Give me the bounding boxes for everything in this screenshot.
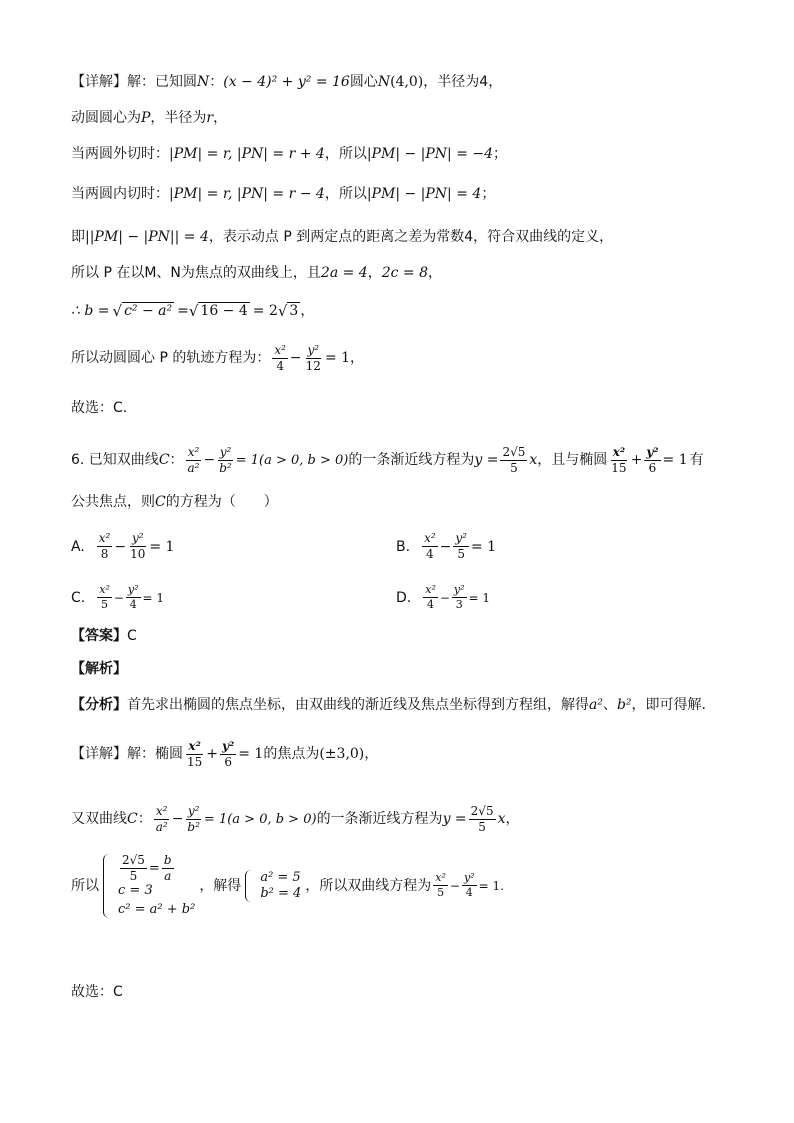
text: 故选：C: [71, 984, 123, 1000]
answer-value: C: [127, 628, 137, 644]
operator: −: [449, 878, 460, 893]
text: 、: [602, 697, 617, 713]
fraction: [128, 532, 147, 561]
denominator: 4: [426, 547, 434, 562]
operator: =: [148, 860, 160, 876]
text: ，所以: [324, 186, 367, 202]
denominator: a²: [187, 461, 200, 476]
fraction: [220, 740, 236, 769]
text: = 1: [468, 590, 491, 605]
text: 的一条渐近线方程为: [316, 811, 443, 828]
detail-2-line-2: [71, 805, 734, 834]
text: = 1: [662, 452, 688, 469]
denominator: 4: [427, 598, 435, 612]
option-label: B.: [396, 538, 411, 555]
text: ，: [505, 811, 520, 828]
fraction: [186, 446, 202, 475]
detail-line-4: [71, 186, 734, 203]
var-c: C: [155, 494, 166, 510]
operator: −: [439, 590, 450, 605]
var-p: P: [141, 110, 151, 126]
fraction: [97, 584, 112, 611]
text: = 1: [142, 590, 165, 605]
operator: −: [289, 350, 302, 367]
denominator: 15: [611, 461, 627, 476]
denominator: 6: [224, 755, 232, 770]
numerator: 2√5: [469, 805, 496, 820]
detail-2-line-1: [71, 740, 734, 769]
fraction: [433, 872, 448, 899]
detail-line-8: [71, 344, 734, 373]
numerator: b: [162, 854, 174, 869]
denominator: a: [164, 869, 172, 884]
answer-label: 【答案】: [71, 628, 127, 644]
denominator: 5: [457, 547, 465, 562]
system-row: b² = 4: [260, 885, 302, 901]
var-r: r: [206, 110, 214, 126]
brace: [245, 870, 256, 903]
text: = 1.: [478, 878, 504, 893]
system-row: c = 3: [118, 883, 153, 899]
detail-line-5: [71, 229, 734, 246]
system-row: c² = a² + b²: [118, 901, 196, 917]
numerator: x²: [423, 584, 438, 598]
final-line: [71, 984, 734, 1001]
numerator: y²: [306, 344, 322, 359]
radius-text: ，半径为4，: [423, 74, 503, 90]
text: 公共焦点，则: [71, 494, 155, 510]
text: 【详解】解：椭圆: [71, 746, 183, 763]
numerator: x²: [611, 446, 627, 461]
var-c: C: [127, 811, 138, 828]
text: 有: [689, 452, 704, 469]
fraction: [423, 584, 438, 611]
denominator: 5: [129, 869, 138, 884]
foci: (±3,0): [319, 746, 365, 763]
fraction: [97, 532, 113, 561]
text: ，: [350, 350, 365, 367]
solution-system: [245, 870, 301, 903]
fraction: [126, 584, 141, 611]
denominator: b²: [187, 820, 200, 835]
text: y =: [474, 452, 499, 469]
text: = 1: [470, 538, 497, 555]
text: 的焦点为: [263, 746, 320, 763]
option-b[interactable]: [396, 532, 496, 561]
var-b2: b²: [616, 697, 632, 713]
condition: = 1(a > 0, b > 0): [203, 811, 317, 827]
radicand: 3: [289, 303, 299, 319]
fraction: [162, 854, 174, 883]
denominator: 10: [130, 547, 146, 562]
center-coords: (4,0): [390, 74, 424, 90]
numerator: y²: [186, 805, 202, 820]
answer-line: [71, 628, 734, 645]
option-label: D.: [396, 589, 412, 606]
fraction: [469, 805, 496, 834]
denominator: b²: [219, 461, 232, 476]
text: 当两圆内切时：: [71, 186, 169, 202]
operator: −: [113, 590, 124, 605]
equation: ||PM| − |PN|| = 4: [85, 229, 209, 245]
solution-rows: [260, 870, 301, 903]
denominator: a²: [155, 820, 168, 835]
equation: 2c = 8: [381, 265, 428, 281]
text: ；: [493, 146, 508, 162]
numerator: y²: [130, 532, 146, 547]
denominator: 12: [305, 359, 321, 374]
fraction: [185, 740, 204, 769]
fraction: [453, 532, 469, 561]
question-6: [71, 446, 734, 475]
text: ，所以双曲线方程为: [305, 877, 432, 894]
text: 首先求出椭圆的焦点坐标，由双曲线的渐近线及焦点坐标得到方程组，解得: [127, 697, 589, 713]
text: ，: [428, 265, 442, 281]
question-6-line-2: [71, 494, 734, 511]
circle-label: N: [197, 74, 210, 90]
fraction: [185, 805, 202, 834]
text: 当两圆外切时：: [71, 146, 169, 162]
option-a[interactable]: [71, 532, 174, 561]
sqrt-expression: √ 3: [277, 302, 299, 320]
option-d[interactable]: [396, 584, 490, 611]
numerator: x²: [186, 740, 202, 755]
text: 即: [71, 229, 85, 245]
text: ，解得: [199, 877, 242, 894]
numerator: y²: [644, 446, 660, 461]
text: 又双曲线: [71, 811, 127, 828]
numerator: y²: [220, 740, 236, 755]
analysis-label: 【解析】: [71, 661, 127, 677]
detail-lead: 【详解】解：已知圆: [71, 74, 197, 90]
denominator: 6: [648, 461, 657, 476]
detail-line-7: [71, 302, 734, 320]
fraction: [422, 532, 438, 561]
fenxi-label: 【分析】: [71, 697, 127, 713]
text: 故选：C.: [71, 400, 128, 416]
text: x: [497, 811, 506, 828]
analysis-title: [71, 661, 734, 678]
text: ，: [213, 110, 228, 126]
numerator: x²: [97, 532, 113, 547]
equation: |PM| = r, |PN| = r + 4: [169, 146, 325, 162]
detail-2-line-3: [71, 854, 734, 918]
detail-line-6: [71, 265, 734, 282]
text: 的一条渐近线方程为: [348, 452, 475, 469]
text: =: [177, 302, 189, 319]
equation: |PM| − |PN| = 4: [366, 186, 482, 202]
numerator: y²: [462, 872, 477, 886]
text: ，即可得解.: [631, 697, 706, 713]
text: ，且与椭圆: [537, 452, 608, 469]
text: ：: [137, 811, 152, 828]
operator: −: [203, 452, 216, 469]
text: 动圆圆心为: [71, 110, 141, 126]
text: 所以 P 在以M、N为焦点的双曲线上，且: [71, 265, 321, 281]
denominator: 5: [510, 461, 518, 476]
fraction: [272, 344, 288, 373]
fraction: [452, 584, 467, 611]
radicand: 16 − 4: [200, 303, 248, 319]
equation: 2a = 4: [320, 265, 368, 281]
system-row: a² = 5: [260, 869, 301, 885]
text: 所以: [71, 877, 99, 894]
denominator: 5: [478, 820, 486, 835]
fraction: [609, 446, 628, 475]
question-number: 6. 已知双曲线: [71, 452, 159, 469]
denominator: 4: [465, 886, 473, 900]
fenxi-line: [71, 697, 734, 714]
denominator: 5: [101, 598, 109, 612]
text: y =: [442, 811, 467, 828]
numerator: 2√5: [120, 854, 147, 869]
operator: −: [171, 811, 184, 828]
system-row: [118, 854, 195, 883]
center-label: N: [377, 74, 391, 90]
numerator: y²: [126, 584, 141, 598]
denominator: 5: [437, 886, 445, 900]
text: = 1: [238, 746, 264, 763]
text: ，所以: [324, 146, 367, 162]
fraction: [304, 344, 323, 373]
option-label: A.: [71, 538, 85, 555]
denominator: 3: [455, 598, 463, 612]
operator: −: [114, 538, 127, 555]
text: 的方程为（ ）: [165, 494, 278, 510]
var-c: C: [158, 452, 170, 469]
center-text: 圆心: [349, 74, 378, 90]
text: ，: [364, 746, 379, 763]
brace: [103, 854, 114, 918]
operator: +: [630, 452, 643, 469]
option-label: C.: [71, 589, 86, 606]
numerator: y²: [218, 446, 234, 461]
numerator: 2√5: [500, 446, 527, 461]
numerator: y²: [452, 584, 467, 598]
fraction: [120, 854, 147, 883]
numerator: x²: [154, 805, 170, 820]
text: = 1: [324, 350, 351, 367]
operator: +: [206, 746, 219, 763]
radicand: c² − a²: [124, 303, 173, 319]
numerator: x²: [186, 446, 202, 461]
var-a2: a²: [589, 697, 603, 713]
colon: ：: [209, 74, 224, 90]
numerator: x²: [97, 584, 112, 598]
fraction: [644, 446, 660, 475]
denominator: 8: [100, 547, 109, 562]
fraction: [500, 446, 527, 475]
denominator: 15: [187, 755, 203, 770]
fraction: [217, 446, 234, 475]
detail-line-1: [71, 74, 734, 91]
circle-equation: (x − 4)² + y² = 16: [223, 74, 350, 90]
sqrt-expression: √ c² − a²: [112, 302, 173, 320]
option-c[interactable]: [71, 584, 164, 611]
detail-line-3: [71, 146, 734, 163]
text: ；: [481, 186, 496, 202]
numerator: y²: [453, 532, 469, 547]
system-rows: [118, 854, 195, 918]
equation-system: [103, 854, 195, 918]
numerator: x²: [422, 532, 438, 547]
sqrt-expression: √ 16 − 4: [188, 302, 248, 320]
text: = 2: [252, 302, 278, 319]
operator: −: [439, 538, 452, 555]
denominator: 4: [129, 598, 137, 612]
detail-line-9: [71, 400, 734, 417]
text: ，表示动点 P 到两定点的距离之差为常数4，符合双曲线的定义，: [208, 229, 614, 245]
fraction: [462, 872, 477, 899]
text: ，: [300, 302, 315, 319]
text: ，半径为: [150, 110, 207, 126]
condition: = 1(a > 0, b > 0): [235, 452, 349, 468]
text: 所以动圆圆心 P 的轨迹方程为：: [71, 350, 271, 367]
text: ，: [367, 265, 382, 281]
text: ∴ b =: [71, 302, 110, 319]
detail-line-2: [71, 110, 734, 127]
fraction: [154, 805, 170, 834]
text: ：: [169, 452, 184, 469]
equation: |PM| = r, |PN| = r − 4: [169, 186, 325, 202]
text: x: [529, 452, 538, 469]
denominator: 4: [276, 359, 284, 374]
text: = 1: [149, 538, 175, 555]
equation: |PM| − |PN| = −4: [366, 146, 494, 162]
numerator: x²: [433, 872, 448, 886]
numerator: x²: [272, 344, 288, 359]
